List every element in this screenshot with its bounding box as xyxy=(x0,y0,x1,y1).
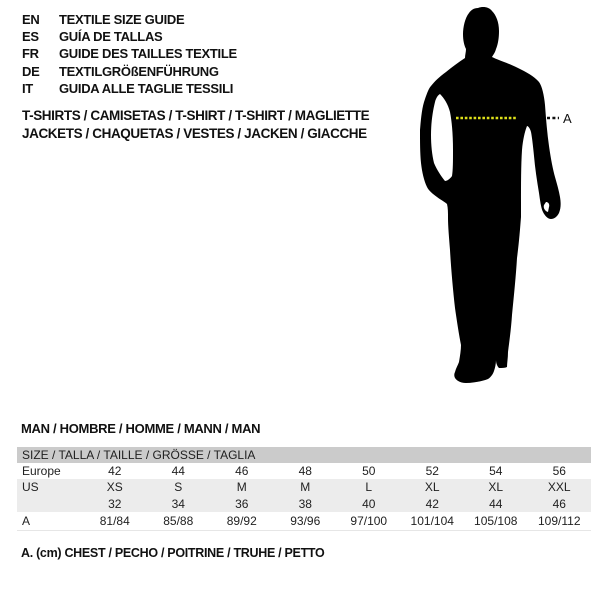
size-cell: 56 xyxy=(552,464,566,478)
size-cell: 89/92 xyxy=(226,514,257,528)
size-cell: 101/104 xyxy=(410,514,454,528)
size-cell: XL xyxy=(424,480,440,494)
language-label: TEXTILGRÖßENFÜHRUNG xyxy=(59,63,219,79)
size-cell: 38 xyxy=(298,497,312,511)
man-silhouette xyxy=(420,7,561,383)
language-row xyxy=(22,11,237,28)
language-row xyxy=(22,80,237,97)
size-cell: 54 xyxy=(489,464,503,478)
language-row xyxy=(22,28,237,45)
language-label: GUIDA ALLE TAGLIE TESSILI xyxy=(59,80,234,96)
size-cell: XS xyxy=(106,480,123,494)
language-label: TEXTILE SIZE GUIDE xyxy=(59,12,185,27)
row-label: A xyxy=(22,514,31,528)
language-row xyxy=(22,45,237,62)
row-label: Europe xyxy=(22,464,61,478)
section-title: MAN / HOMBRE / HOMME / MANN / MAN xyxy=(21,421,261,436)
language-list xyxy=(22,11,237,97)
language-code: EN xyxy=(22,12,40,27)
size-cell: 50 xyxy=(362,464,376,478)
language-code: FR xyxy=(22,46,39,62)
language-code: ES xyxy=(22,29,39,45)
size-cell: 36 xyxy=(235,497,249,511)
size-table-header: SIZE / TALLA / TAILLE / GRÖSSE / TAGLIA xyxy=(17,447,591,463)
language-code: IT xyxy=(22,80,33,96)
size-cell: 97/100 xyxy=(350,514,388,528)
size-cell: 42 xyxy=(425,497,439,511)
language-row xyxy=(22,63,237,80)
table-row xyxy=(17,463,591,479)
language-label: GUÍA DE TALLAS xyxy=(59,29,163,45)
row-label: US xyxy=(22,480,39,494)
size-cell: S xyxy=(174,480,183,494)
size-cell: 46 xyxy=(235,464,249,478)
size-cell: 81/84 xyxy=(99,514,130,528)
size-cell: XL xyxy=(488,480,504,494)
measurement-footnote: A. (cm) CHEST / PECHO / POITRINE / TRUHE / PETTO xyxy=(21,546,325,560)
size-cell: L xyxy=(365,480,373,494)
language-label: GUIDE DES TAILLES TEXTILE xyxy=(59,46,237,62)
size-cell: 44 xyxy=(489,497,503,511)
table-row xyxy=(17,496,591,512)
man-silhouette-figure xyxy=(390,0,600,410)
size-cell: 42 xyxy=(108,464,122,478)
size-cell: 52 xyxy=(425,464,439,478)
category-lines xyxy=(22,107,369,143)
size-cell: M xyxy=(236,480,247,494)
size-cell: 48 xyxy=(298,464,312,478)
size-cell: 105/108 xyxy=(474,514,518,528)
row-label xyxy=(17,496,83,512)
size-cell: M xyxy=(300,480,311,494)
language-code: DE xyxy=(22,63,40,79)
size-cell: XXL xyxy=(547,480,571,494)
size-cell: 44 xyxy=(171,464,185,478)
size-cell: 32 xyxy=(108,497,122,511)
measure-label-a: A xyxy=(563,111,572,126)
size-cell: 109/112 xyxy=(538,514,581,528)
size-cell: 34 xyxy=(171,497,185,511)
table-row xyxy=(17,512,591,530)
size-cell: 40 xyxy=(362,497,376,511)
size-table xyxy=(17,447,591,531)
category-line: T-SHIRTS / CAMISETAS / T-SHIRT / T-SHIRT / MAGLIETTE xyxy=(22,108,370,123)
table-row xyxy=(17,479,591,496)
size-cell: 46 xyxy=(552,497,566,511)
size-cell: 85/88 xyxy=(163,514,194,528)
category-line: JACKETS / CHAQUETAS / VESTES / JACKEN / GIACCHE xyxy=(22,126,367,141)
size-cell: 93/96 xyxy=(290,514,321,528)
